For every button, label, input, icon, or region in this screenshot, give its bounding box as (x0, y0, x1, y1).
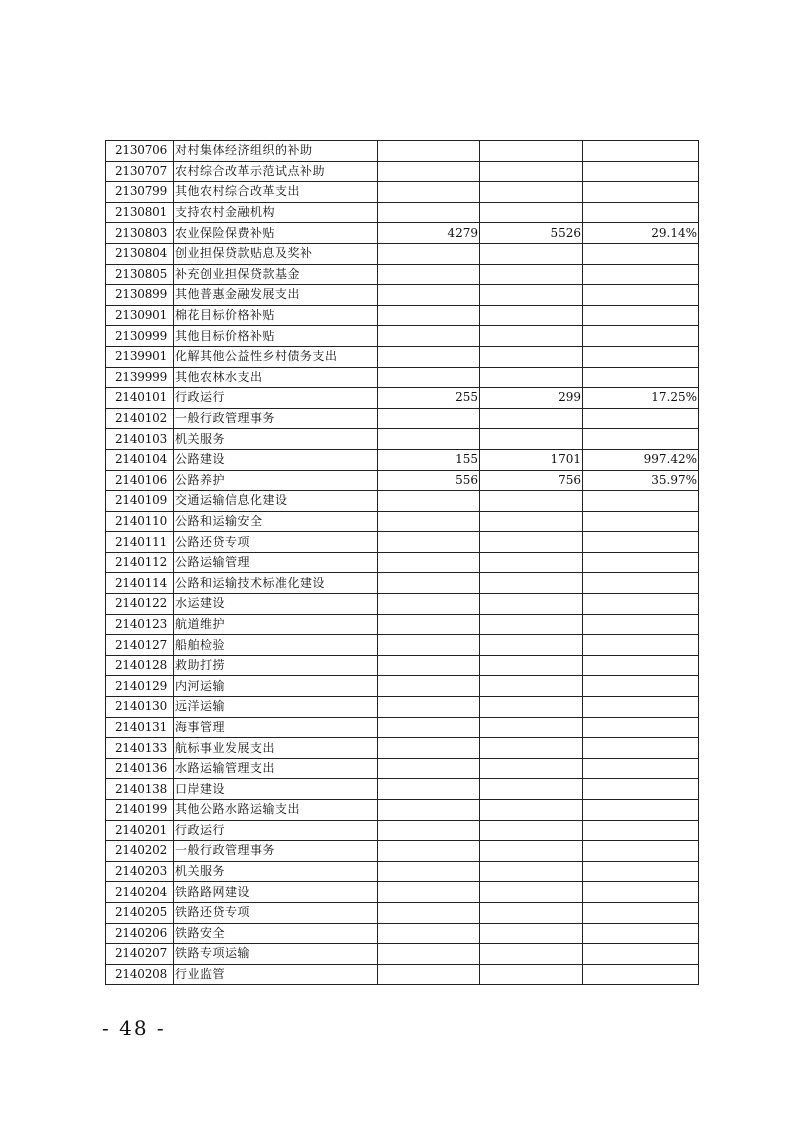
table-row (106, 738, 699, 759)
item-name-cell: 行业监管 (174, 964, 378, 985)
table-row (106, 491, 699, 512)
current-value-cell (480, 861, 583, 882)
item-code-cell: 2140112 (106, 552, 174, 573)
item-name-cell: 铁路安全 (174, 923, 378, 944)
prior-value-cell (378, 202, 480, 223)
current-value-cell (480, 697, 583, 718)
current-value-cell (480, 429, 583, 450)
growth-rate-cell (583, 676, 699, 697)
item-code-cell: 2140122 (106, 594, 174, 615)
table-row (106, 779, 699, 800)
table-row (106, 614, 699, 635)
prior-value-cell (378, 655, 480, 676)
item-code-cell: 2140203 (106, 861, 174, 882)
page-number: - 48 - (102, 1016, 166, 1040)
item-code-cell: 2140208 (106, 964, 174, 985)
item-name-cell: 农村综合改革示范试点补助 (174, 161, 378, 182)
item-name-cell: 铁路还贷专项 (174, 902, 378, 923)
current-value-cell (480, 655, 583, 676)
prior-value-cell (378, 326, 480, 347)
growth-rate-cell (583, 923, 699, 944)
table-row (106, 923, 699, 944)
item-code-cell: 2130901 (106, 305, 174, 326)
item-code-cell: 2140207 (106, 944, 174, 965)
item-name-cell: 公路和运输安全 (174, 511, 378, 532)
current-value-cell (480, 573, 583, 594)
table-row (106, 388, 699, 409)
table-row (106, 346, 699, 367)
table-row (106, 141, 699, 162)
item-name-cell: 公路运输管理 (174, 552, 378, 573)
current-value-cell (480, 800, 583, 821)
growth-rate-cell (583, 532, 699, 553)
item-name-cell: 对村集体经济组织的补助 (174, 141, 378, 162)
prior-value-cell (378, 408, 480, 429)
table-row (106, 223, 699, 244)
growth-rate-cell (583, 841, 699, 862)
prior-value-cell (378, 717, 480, 738)
current-value-cell: 299 (480, 388, 583, 409)
prior-value-cell (378, 758, 480, 779)
current-value-cell (480, 717, 583, 738)
current-value-cell (480, 141, 583, 162)
growth-rate-cell (583, 614, 699, 635)
table-row (106, 408, 699, 429)
item-name-cell: 公路和运输技术标准化建设 (174, 573, 378, 594)
prior-value-cell (378, 532, 480, 553)
current-value-cell (480, 491, 583, 512)
item-code-cell: 2130999 (106, 326, 174, 347)
item-name-cell: 行政运行 (174, 388, 378, 409)
growth-rate-cell: 997.42% (583, 449, 699, 470)
item-code-cell: 2140110 (106, 511, 174, 532)
growth-rate-cell (583, 944, 699, 965)
item-name-cell: 其他目标价格补贴 (174, 326, 378, 347)
item-code-cell: 2130801 (106, 202, 174, 223)
growth-rate-cell (583, 655, 699, 676)
table-row (106, 326, 699, 347)
prior-value-cell (378, 676, 480, 697)
prior-value-cell (378, 614, 480, 635)
item-code-cell: 2140123 (106, 614, 174, 635)
item-code-cell: 2140104 (106, 449, 174, 470)
item-code-cell: 2130799 (106, 182, 174, 203)
item-name-cell: 交通运输信息化建设 (174, 491, 378, 512)
growth-rate-cell (583, 305, 699, 326)
prior-value-cell (378, 697, 480, 718)
growth-rate-cell (583, 408, 699, 429)
item-code-cell: 2140138 (106, 779, 174, 800)
item-name-cell: 一般行政管理事务 (174, 841, 378, 862)
current-value-cell (480, 532, 583, 553)
item-name-cell: 公路还贷专项 (174, 532, 378, 553)
item-name-cell: 航道维护 (174, 614, 378, 635)
prior-value-cell: 556 (378, 470, 480, 491)
growth-rate-cell (583, 800, 699, 821)
table-row (106, 552, 699, 573)
item-code-cell: 2140133 (106, 738, 174, 759)
prior-value-cell (378, 305, 480, 326)
item-name-cell: 水路运输管理支出 (174, 758, 378, 779)
growth-rate-cell (583, 779, 699, 800)
growth-rate-cell (583, 511, 699, 532)
prior-value-cell (378, 552, 480, 573)
item-name-cell: 口岸建设 (174, 779, 378, 800)
current-value-cell: 1701 (480, 449, 583, 470)
current-value-cell (480, 202, 583, 223)
growth-rate-cell: 29.14% (583, 223, 699, 244)
current-value-cell (480, 944, 583, 965)
growth-rate-cell (583, 861, 699, 882)
item-code-cell: 2140103 (106, 429, 174, 450)
item-name-cell: 补充创业担保贷款基金 (174, 264, 378, 285)
item-name-cell: 铁路专项运输 (174, 944, 378, 965)
current-value-cell (480, 902, 583, 923)
current-value-cell (480, 346, 583, 367)
item-code-cell: 2140199 (106, 800, 174, 821)
current-value-cell (480, 285, 583, 306)
growth-rate-cell (583, 243, 699, 264)
item-name-cell: 行政运行 (174, 820, 378, 841)
growth-rate-cell (583, 346, 699, 367)
item-code-cell: 2139999 (106, 367, 174, 388)
growth-rate-cell (583, 182, 699, 203)
current-value-cell (480, 367, 583, 388)
prior-value-cell (378, 964, 480, 985)
item-code-cell: 2140127 (106, 635, 174, 656)
table-row (106, 594, 699, 615)
growth-rate-cell (583, 161, 699, 182)
table-row (106, 264, 699, 285)
prior-value-cell (378, 573, 480, 594)
item-code-cell: 2140202 (106, 841, 174, 862)
current-value-cell (480, 408, 583, 429)
item-name-cell: 机关服务 (174, 861, 378, 882)
item-code-cell: 2140131 (106, 717, 174, 738)
item-name-cell: 水运建设 (174, 594, 378, 615)
item-name-cell: 船舶检验 (174, 635, 378, 656)
current-value-cell (480, 841, 583, 862)
current-value-cell: 756 (480, 470, 583, 491)
item-code-cell: 2140130 (106, 697, 174, 718)
growth-rate-cell (583, 285, 699, 306)
table-row (106, 964, 699, 985)
growth-rate-cell (583, 758, 699, 779)
growth-rate-cell (583, 141, 699, 162)
item-code-cell: 2140201 (106, 820, 174, 841)
item-name-cell: 创业担保贷款贴息及奖补 (174, 243, 378, 264)
current-value-cell (480, 264, 583, 285)
prior-value-cell (378, 182, 480, 203)
item-code-cell: 2140128 (106, 655, 174, 676)
item-code-cell: 2140136 (106, 758, 174, 779)
item-code-cell: 2140101 (106, 388, 174, 409)
growth-rate-cell (583, 573, 699, 594)
table-row (106, 429, 699, 450)
current-value-cell (480, 552, 583, 573)
growth-rate-cell (583, 264, 699, 285)
prior-value-cell (378, 429, 480, 450)
item-code-cell: 2130706 (106, 141, 174, 162)
table-row (106, 800, 699, 821)
growth-rate-cell (583, 902, 699, 923)
table-row (106, 182, 699, 203)
prior-value-cell: 155 (378, 449, 480, 470)
item-code-cell: 2140111 (106, 532, 174, 553)
growth-rate-cell: 35.97% (583, 470, 699, 491)
current-value-cell (480, 182, 583, 203)
current-value-cell (480, 614, 583, 635)
table-row (106, 161, 699, 182)
current-value-cell (480, 243, 583, 264)
current-value-cell (480, 738, 583, 759)
prior-value-cell (378, 346, 480, 367)
growth-rate-cell (583, 429, 699, 450)
prior-value-cell (378, 491, 480, 512)
growth-rate-cell (583, 552, 699, 573)
current-value-cell (480, 923, 583, 944)
prior-value-cell (378, 594, 480, 615)
table-row (106, 902, 699, 923)
growth-rate-cell (583, 697, 699, 718)
growth-rate-cell (583, 635, 699, 656)
item-name-cell: 其他农林水支出 (174, 367, 378, 388)
item-code-cell: 2140114 (106, 573, 174, 594)
table-body (106, 141, 699, 985)
growth-rate-cell (583, 717, 699, 738)
prior-value-cell (378, 779, 480, 800)
growth-rate-cell (583, 964, 699, 985)
current-value-cell (480, 594, 583, 615)
table-row (106, 882, 699, 903)
growth-rate-cell (583, 491, 699, 512)
growth-rate-cell (583, 594, 699, 615)
item-name-cell: 化解其他公益性乡村债务支出 (174, 346, 378, 367)
table-row (106, 697, 699, 718)
current-value-cell (480, 511, 583, 532)
table-row (106, 470, 699, 491)
item-name-cell: 海事管理 (174, 717, 378, 738)
item-code-cell: 2130805 (106, 264, 174, 285)
item-name-cell: 救助打捞 (174, 655, 378, 676)
prior-value-cell: 4279 (378, 223, 480, 244)
item-name-cell: 机关服务 (174, 429, 378, 450)
item-code-cell: 2140206 (106, 923, 174, 944)
item-name-cell: 航标事业发展支出 (174, 738, 378, 759)
prior-value-cell: 255 (378, 388, 480, 409)
item-code-cell: 2139901 (106, 346, 174, 367)
prior-value-cell (378, 285, 480, 306)
table-row (106, 367, 699, 388)
item-code-cell: 2140204 (106, 882, 174, 903)
prior-value-cell (378, 923, 480, 944)
item-code-cell: 2130804 (106, 243, 174, 264)
growth-rate-cell (583, 367, 699, 388)
prior-value-cell (378, 800, 480, 821)
current-value-cell (480, 326, 583, 347)
current-value-cell (480, 676, 583, 697)
item-code-cell: 2140106 (106, 470, 174, 491)
prior-value-cell (378, 511, 480, 532)
item-code-cell: 2140129 (106, 676, 174, 697)
current-value-cell (480, 161, 583, 182)
item-name-cell: 铁路路网建设 (174, 882, 378, 903)
table-row (106, 305, 699, 326)
table-row (106, 635, 699, 656)
current-value-cell (480, 964, 583, 985)
prior-value-cell (378, 635, 480, 656)
current-value-cell (480, 305, 583, 326)
growth-rate-cell (583, 820, 699, 841)
budget-table (105, 140, 699, 985)
current-value-cell (480, 882, 583, 903)
current-value-cell: 5526 (480, 223, 583, 244)
growth-rate-cell (583, 326, 699, 347)
prior-value-cell (378, 243, 480, 264)
current-value-cell (480, 779, 583, 800)
table-row (106, 944, 699, 965)
current-value-cell (480, 758, 583, 779)
table-row (106, 449, 699, 470)
item-code-cell: 2130707 (106, 161, 174, 182)
current-value-cell (480, 820, 583, 841)
item-name-cell: 内河运输 (174, 676, 378, 697)
table-row (106, 861, 699, 882)
prior-value-cell (378, 902, 480, 923)
table-row (106, 758, 699, 779)
table-row (106, 717, 699, 738)
item-code-cell: 2140205 (106, 902, 174, 923)
item-name-cell: 公路建设 (174, 449, 378, 470)
table-row (106, 841, 699, 862)
prior-value-cell (378, 861, 480, 882)
table-row (106, 655, 699, 676)
item-code-cell: 2130899 (106, 285, 174, 306)
table-row (106, 285, 699, 306)
item-name-cell: 棉花目标价格补贴 (174, 305, 378, 326)
growth-rate-cell (583, 738, 699, 759)
item-name-cell: 其他农村综合改革支出 (174, 182, 378, 203)
prior-value-cell (378, 841, 480, 862)
item-name-cell: 支持农村金融机构 (174, 202, 378, 223)
prior-value-cell (378, 264, 480, 285)
item-name-cell: 农业保险保费补贴 (174, 223, 378, 244)
table-row (106, 243, 699, 264)
table-row (106, 573, 699, 594)
item-code-cell: 2130803 (106, 223, 174, 244)
item-name-cell: 其他普惠金融发展支出 (174, 285, 378, 306)
prior-value-cell (378, 367, 480, 388)
prior-value-cell (378, 820, 480, 841)
item-name-cell: 公路养护 (174, 470, 378, 491)
prior-value-cell (378, 944, 480, 965)
item-code-cell: 2140102 (106, 408, 174, 429)
growth-rate-cell (583, 882, 699, 903)
prior-value-cell (378, 161, 480, 182)
prior-value-cell (378, 141, 480, 162)
growth-rate-cell: 17.25% (583, 388, 699, 409)
table-row (106, 676, 699, 697)
table-row (106, 202, 699, 223)
item-name-cell: 一般行政管理事务 (174, 408, 378, 429)
prior-value-cell (378, 738, 480, 759)
prior-value-cell (378, 882, 480, 903)
item-code-cell: 2140109 (106, 491, 174, 512)
current-value-cell (480, 635, 583, 656)
table-row (106, 511, 699, 532)
table-row (106, 532, 699, 553)
item-name-cell: 其他公路水路运输支出 (174, 800, 378, 821)
growth-rate-cell (583, 202, 699, 223)
item-name-cell: 远洋运输 (174, 697, 378, 718)
table-row (106, 820, 699, 841)
